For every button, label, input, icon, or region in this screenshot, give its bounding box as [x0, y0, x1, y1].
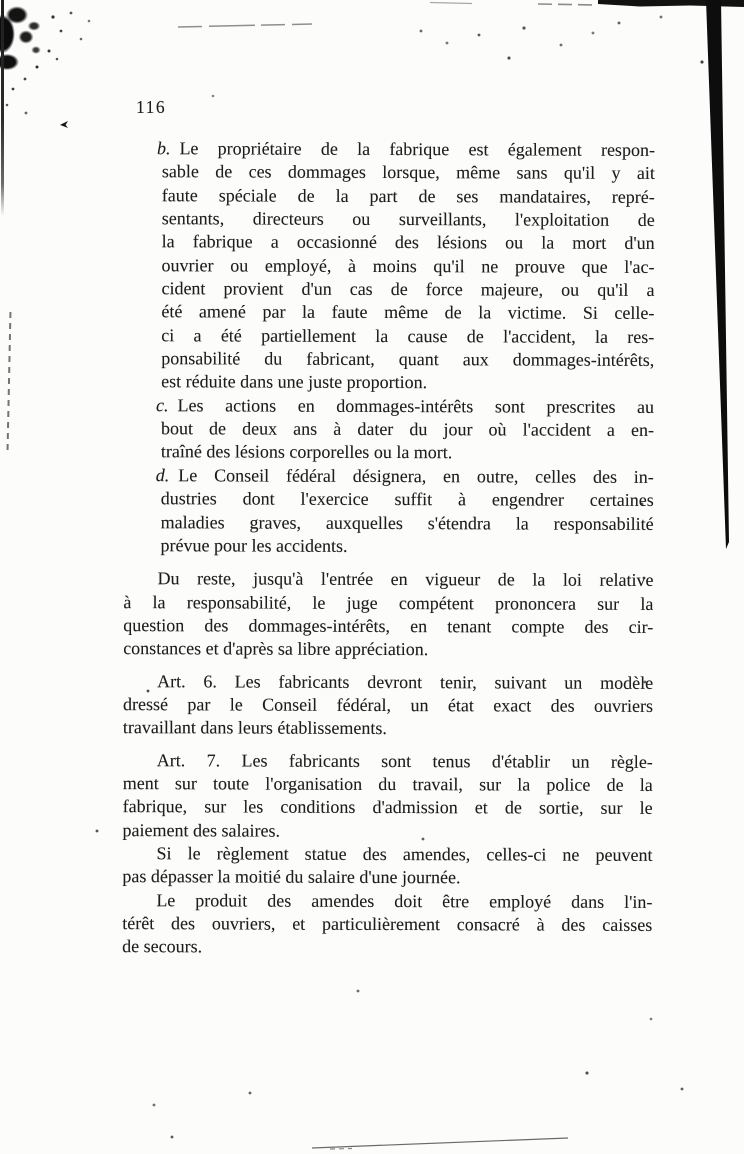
- text-line: faute spéciale de la part de ses mandataires, repré-: [161, 184, 655, 207]
- list-marker-c: c.: [156, 394, 169, 416]
- text-line: prévue pour les accidents.: [160, 535, 348, 556]
- text-line: dressé par le Conseil fédéral, un état exact des ouvriers: [122, 693, 654, 716]
- list-marker-d: d.: [155, 464, 170, 486]
- list-item-c: [156, 394, 655, 466]
- text-line: Le produit des amendes doit être employé dans l'in-: [156, 889, 653, 912]
- text-line: à la responsabilité, le juge compétent prononcera sur la: [123, 591, 654, 614]
- ink-speckle-top-left: [0, 0, 2, 2]
- text-line: la fabrique a occasionné des lésions ou la mort d'un: [161, 231, 655, 254]
- paragraph-article-7: [123, 749, 653, 844]
- text-line: travaillant dans leurs établissements.: [122, 717, 387, 739]
- text-line: ment sur toute l'organisation du travail, sur la police de la: [122, 773, 653, 795]
- scan-dash-bottom: [330, 1149, 352, 1150]
- text-line: sentants, directeurs ou surveillants, l'exploitation de: [161, 208, 655, 230]
- text-line: ouvrier ou employé, à moins qu'il ne prouve que l'ac-: [161, 254, 655, 277]
- list-item-d: [155, 464, 654, 559]
- scan-dash-top-left: [178, 24, 312, 27]
- scan-specks: [0, 0, 2, 2]
- text-line: bout de deux ans à dater du jour où l'accident a en-: [160, 418, 655, 441]
- text-line-content: Les actions en dommages-intérêts sont prescrites au: [177, 395, 655, 417]
- scan-line-bottom: [312, 1138, 568, 1148]
- text-line: est réduite dans une juste proportion.: [161, 371, 428, 393]
- text-line: Art. 6. Les fabricants devront tenir, suivant un modèle: [157, 670, 654, 693]
- text-line: [155, 464, 654, 489]
- text-line: dustries dont l'exercice suffit à engendrer certaines: [160, 488, 654, 511]
- text-line: été amené par la faute même de la victime. Si celle-: [161, 301, 655, 324]
- text-line: ponsabilité du fabricant, quant aux dommages-intérêts,: [161, 348, 655, 371]
- text-line: ci a été partiellement la cause de l'accident, la res-: [161, 324, 655, 347]
- scan-dash-top-center: [430, 3, 472, 4]
- scan-bar-top-right: [598, 0, 744, 7]
- paragraph-article-6: [123, 670, 653, 742]
- scan-dash-top-right: [538, 4, 596, 5]
- text-line: Du reste, jusqu'à l'entrée en vigueur de la loi relative: [157, 568, 654, 591]
- text-line: Si le règlement statue des amendes, celles-ci ne peuvent: [156, 843, 653, 865]
- text-line: constances et d'après sa libre appréciation.: [123, 638, 429, 660]
- binding-shadow-wedge-right: [706, 0, 729, 549]
- text-line: pas dépasser la moitié du salaire d'une journée.: [122, 866, 461, 888]
- text-line-content: Le Conseil fédéral désignera, en outre, celles des in-: [178, 465, 654, 487]
- page-number: 116: [136, 97, 167, 117]
- text-block: [122, 137, 655, 961]
- text-line: térêt des ouvriers, et particulièrement consacré à des caisses: [122, 913, 653, 935]
- text-line: paiement des salaires.: [122, 819, 281, 841]
- text-line: cident provient d'un cas de force majeure, ou qu'il a: [161, 278, 655, 300]
- scan-dash-line-left: [7, 312, 11, 450]
- paragraph-produit-amendes: [122, 889, 652, 961]
- text-line-content: Le propriétaire de la fabrique est également respon-: [179, 138, 655, 160]
- text-line: traîné des lésions corporelles ou la mort.: [160, 441, 453, 463]
- text-line: maladies graves, auxquelles s'étendra la responsabilité: [160, 511, 654, 534]
- paragraph-amendes: [122, 842, 652, 891]
- text-line: Art. 7. Les fabricants sont tenus d'établir un règle-: [156, 749, 653, 772]
- text-line: question des dommages-intérêts, en tenant compte des cir-: [123, 614, 654, 637]
- scan-edge-line-left: [1, 0, 4, 216]
- text-line: fabrique, sur les conditions d'admission et de sortie, sur le: [122, 796, 653, 819]
- text-line: sable de ces dommages lorsque, même sans qu'il y ait: [161, 161, 655, 184]
- list-marker-b: b.: [156, 138, 171, 159]
- ink-blob-top-left: [0, 2, 58, 82]
- text-line: [156, 137, 655, 162]
- list-item-b: [156, 137, 655, 396]
- paragraph-du-reste: [123, 567, 653, 662]
- margin-mark-left: [60, 121, 68, 128]
- text-line: [156, 394, 655, 419]
- text-line: de secours.: [122, 936, 203, 957]
